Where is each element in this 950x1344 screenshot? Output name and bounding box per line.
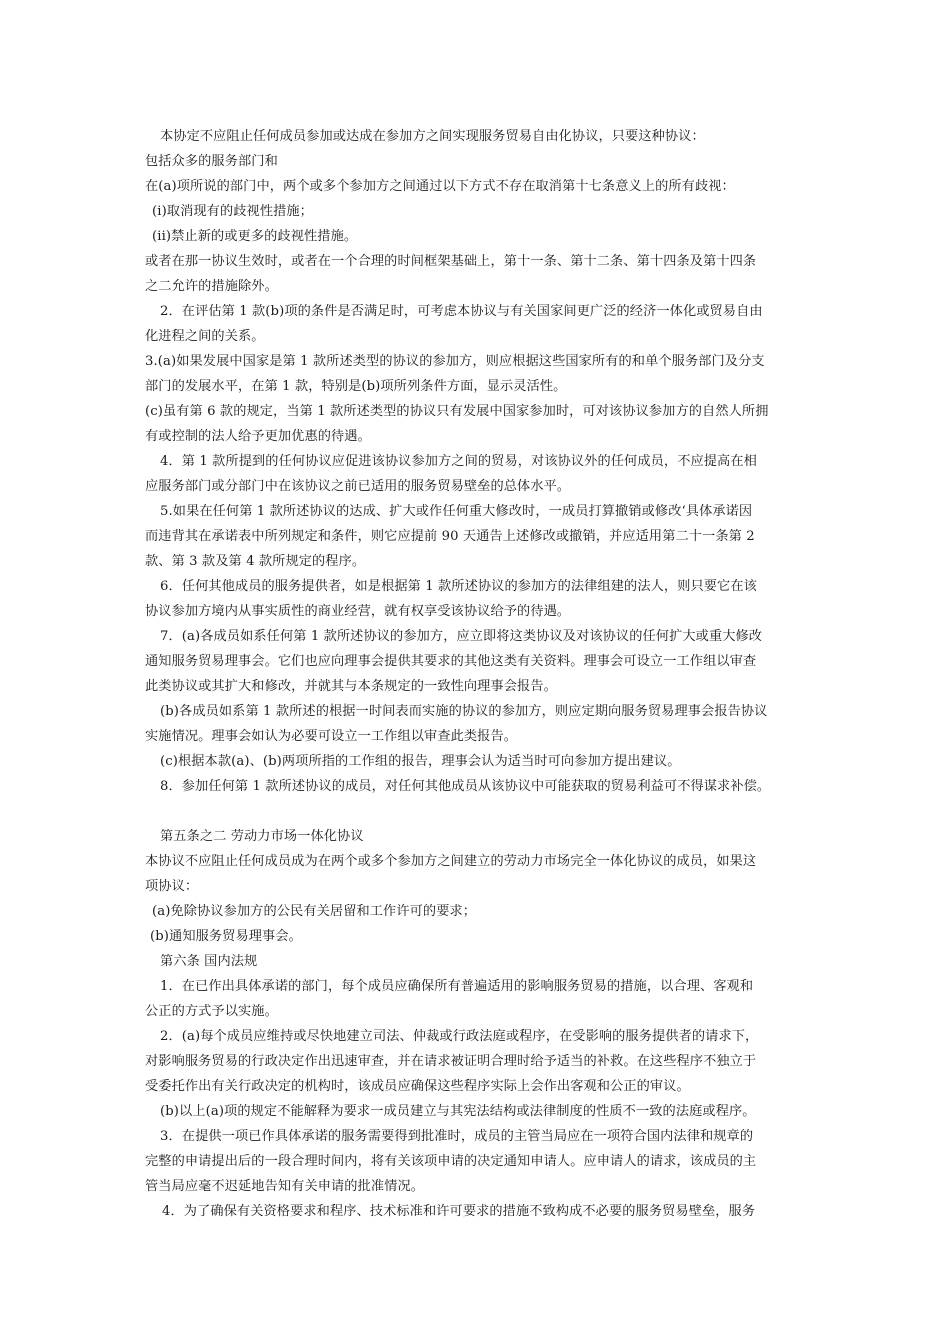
text-line: 6．任何其他成员的服务提供者，如是根据第 1 款所述协议的参加方的法律组建的法人，则只要它在该 xyxy=(160,579,757,594)
text-line: 4．为了确保有关资格要求和程序、技术标准和许可要求的措施不致构成不必要的服务贸易壁垒，服务 xyxy=(162,1204,756,1219)
text-line: 3．在提供一项已作具体承诺的服务需要得到批准时，成员的主管当局应在一项符合国内法律和规章的 xyxy=(160,1129,754,1144)
text-line: 2．在评估第 1 款(b)项的条件是否满足时，可考虑本协议与有关国家间更广泛的经济一体化或贸易自由 xyxy=(160,304,763,319)
text-line: 受委托作出有关行政决定的机构时，该成员应确保这些程序实际上会作出客观和公正的审议。 xyxy=(145,1079,690,1094)
text-line: (c)根据本款(a)、(b)两项所指的工作组的报告，理事会认为适当时可向参加方提出建议。 xyxy=(160,754,681,769)
text-line: 应服务部门或分部门中在该协议之前已适用的服务贸易壁垒的总体水平。 xyxy=(145,479,571,494)
text-line: (ii)禁止新的或更多的歧视性措施。 xyxy=(152,229,358,244)
text-line: 此类协议或其扩大和修改，并就其与本条规定的一致性向理事会报告。 xyxy=(145,679,557,694)
text-line: 8．参加任何第 1 款所述协议的成员，对任何其他成员从该协议中可能获取的贸易利益可不得谋求补偿。 xyxy=(160,779,771,794)
text-line: 公正的方式予以实施。 xyxy=(145,1004,278,1019)
text-line: 1．在已作出具体承诺的部门，每个成员应确保所有普遍适用的影响服务贸易的措施，以合理、客观和 xyxy=(160,979,754,994)
text-line: 之二允许的措施除外。 xyxy=(145,279,278,294)
text-line: (b)通知服务贸易理事会。 xyxy=(150,929,302,944)
text-line: 实施情况。理事会如认为必要可设立一工作组以审查此类报告。 xyxy=(145,729,518,744)
text-line: 管当局应毫不迟延地告知有关申请的批准情况。 xyxy=(145,1179,425,1194)
text-line: 5.如果在任何第 1 款所述协议的达成、扩大或作任何重大修改时，一成员打算撤销或修改‘具体承诺因 xyxy=(160,504,753,519)
text-line: 有或控制的法人给予更加优惠的待遇。 xyxy=(145,429,371,444)
text-line: 7．(a)各成员如系任何第 1 款所述协议的参加方，应立即将这类协议及对该协议的任何扩大或重大修改 xyxy=(160,629,763,644)
section-heading: 第五条之二 劳动力市场一体化协议 xyxy=(160,829,364,844)
text-line: 款、第 3 款及第 4 款所规定的程序。 xyxy=(145,554,366,569)
text-line: 通知服务贸易理事会。它们也应向理事会提供其要求的其他这类有关资料。理事会可设立一工作组以审查 xyxy=(145,654,757,669)
text-line: (a)免除协议参加方的公民有关居留和工作许可的要求； xyxy=(152,904,477,919)
text-line: 本协定不应阻止任何成员参加或达成在参加方之间实现服务贸易自由化协议，只要这种协议： xyxy=(160,129,705,144)
text-line: 对影响服务贸易的行政决定作出迅速审查，并在请求被证明合理时给予适当的补救。在这些程序不独立于 xyxy=(145,1054,757,1069)
text-line: 2．(a)每个成员应维持或尽快地建立司法、仲裁或行政法庭或程序，在受影响的服务提供者的请求下， xyxy=(160,1029,759,1044)
text-line: 3.(a)如果发展中国家是第 1 款所述类型的协议的参加方，则应根据这些国家所有的和单个服务部门及分支 xyxy=(145,354,765,369)
text-line: (c)虽有第 6 款的规定，当第 1 款所述类型的协议只有发展中国家参加时，可对该协议参加方的自然人所拥 xyxy=(145,404,769,419)
text-line: 化进程之间的关系。 xyxy=(145,329,265,344)
text-line: 部门的发展水平，在第 1 款，特别是(b)项所列条件方面，显示灵活性。 xyxy=(145,379,567,394)
text-line: 协议参加方境内从事实质性的商业经营，就有权享受该协议给予的待遇。 xyxy=(145,604,571,619)
text-line: 完整的申请提出后的一段合理时间内，将有关该项申请的决定通知申请人。应申请人的请求，该成员的主 xyxy=(145,1154,757,1169)
text-line: (b)各成员如系第 1 款所述的根据一时间表而实施的协议的参加方，则应定期向服务贸易理事会报告协议 xyxy=(160,704,768,719)
text-line: 或者在那一协议生效时，或者在一个合理的时间框架基础上，第十一条、第十二条、第十四条及第十四条 xyxy=(145,254,757,269)
text-line: 包括众多的服务部门和 xyxy=(145,154,278,169)
section-heading: 第六条 国内法规 xyxy=(160,954,258,969)
text-line: 在(a)项所说的部门中，两个或多个参加方之间通过以下方式不存在取消第十七条意义上的所有歧视： xyxy=(145,179,735,194)
text-line: 4．第 1 款所提到的任何协议应促进该协议参加方之间的贸易，对该协议外的任何成员，不应提高在相 xyxy=(160,454,757,469)
text-line: 而违背其在承诺表中所列规定和条件，则它应提前 90 天通告上述修改或撤销，并应适用第二十一条第 2 xyxy=(145,529,755,544)
text-line: (b)以上(a)项的规定不能解释为要求一成员建立与其宪法结构或法律制度的性质不一致的法庭或程序。 xyxy=(160,1104,756,1119)
text-line: 本协议不应阻止任何成员成为在两个或多个参加方之间建立的劳动力市场完全一体化协议的成员，如果这 xyxy=(145,854,757,869)
text-line: (i)取消现有的歧视性措施； xyxy=(152,204,313,219)
text-line: 项协议： xyxy=(145,879,199,894)
